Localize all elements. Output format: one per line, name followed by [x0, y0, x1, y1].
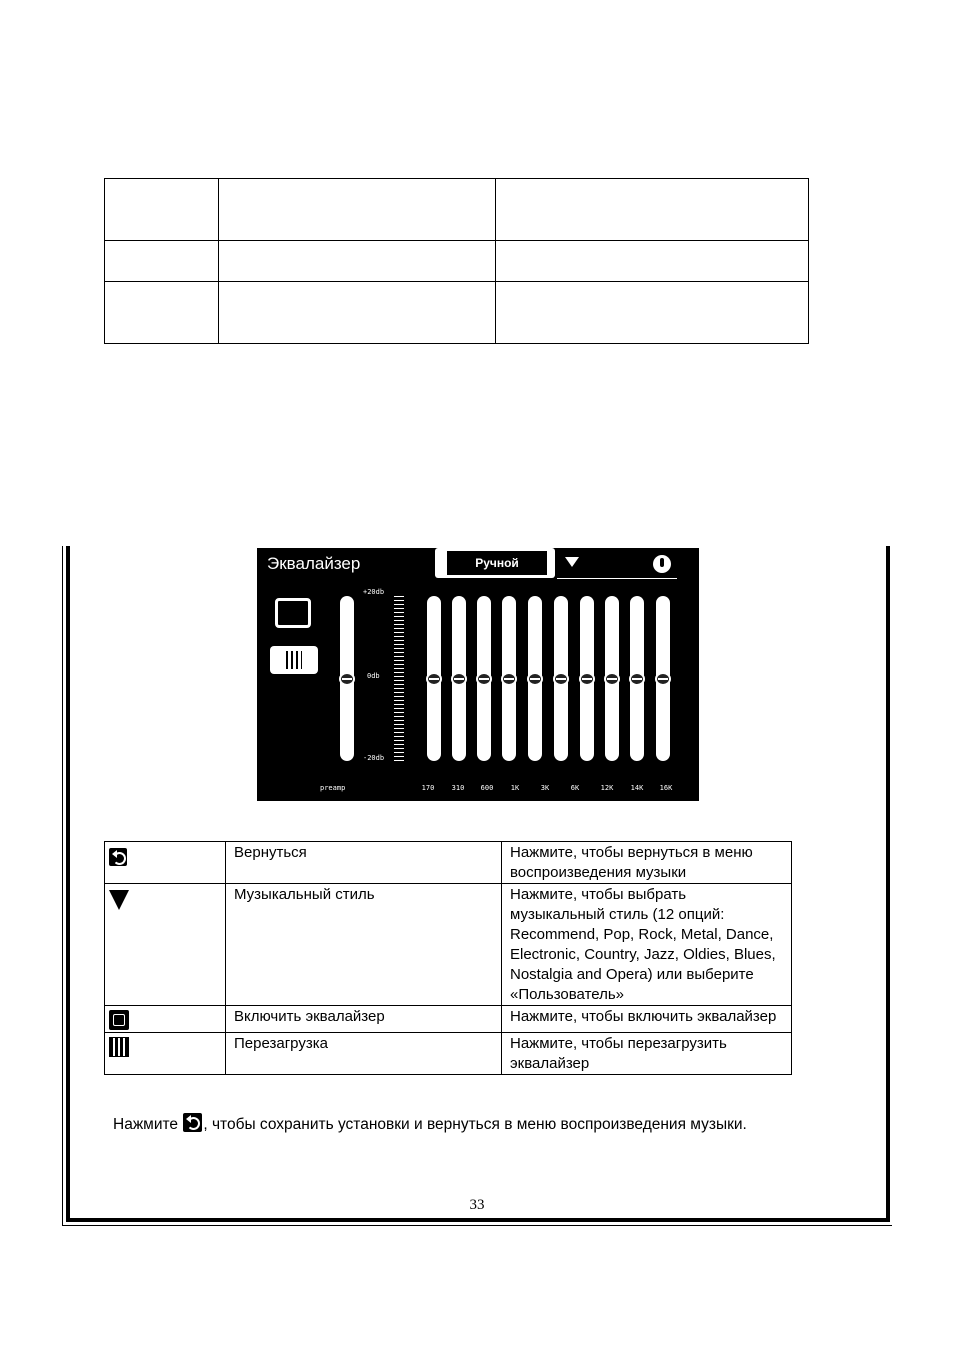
square-icon: [109, 1010, 129, 1030]
reset-eq-button[interactable]: [270, 646, 318, 674]
function-description: Нажмите, чтобы выбрать музыкальный стиль (12 опций: Recommend, Pop, Rock, Metal, Dance, Electronic, Country, Jazz, Oldies, Blues, Nostalgia and Opera) или выберите «Пользователь»: [502, 884, 792, 1006]
band-knob[interactable]: [451, 672, 467, 686]
band-frequency-label: 600: [480, 784, 494, 792]
preset-selector[interactable]: Ручной: [447, 551, 547, 575]
table-row: [105, 1033, 792, 1075]
function-name: Музыкальный стиль: [226, 884, 502, 1006]
page-border-bottom: [66, 1218, 890, 1222]
band-frequency-label: 3K: [540, 784, 550, 792]
band-knob[interactable]: [501, 672, 517, 686]
table-row: [105, 1006, 792, 1033]
function-description: Нажмите, чтобы перезагрузить эквалайзер: [502, 1033, 792, 1075]
note-text-after: , чтобы сохранить установки и вернуться в меню воспроизведения музыки.: [203, 1116, 747, 1133]
header-divider: [557, 578, 677, 579]
preamp-knob[interactable]: [339, 672, 355, 686]
page-border-left: [66, 546, 70, 1222]
preamp-label: preamp: [320, 784, 346, 792]
triangle-down-icon: [109, 890, 129, 910]
band-knob[interactable]: [579, 672, 595, 686]
band-knob[interactable]: [604, 672, 620, 686]
note-text-before: Нажмите: [113, 1116, 179, 1133]
equalizer-title: Эквалайзер: [267, 554, 361, 573]
page-border-right: [886, 546, 890, 1222]
scale-top-label: +20db: [363, 588, 385, 596]
band-frequency-label: 170: [421, 784, 435, 792]
function-description: Нажмите, чтобы вернуться в меню воспроизведения музыки: [502, 842, 792, 884]
function-name: Вернуться: [226, 842, 502, 884]
equalizer-screen: [257, 548, 699, 801]
table-row: [105, 842, 792, 884]
table-row: [105, 884, 792, 1006]
back-icon: [183, 1113, 202, 1132]
band-knob[interactable]: [553, 672, 569, 686]
band-frequency-label: 1K: [510, 784, 520, 792]
grid-icon: [109, 1037, 129, 1057]
function-name: Перезагрузка: [226, 1033, 502, 1075]
band-knob[interactable]: [655, 672, 671, 686]
band-frequency-label: 6K: [570, 784, 580, 792]
page-border-bottom-outer: [62, 1225, 892, 1226]
scale-mid-label: 0db: [367, 672, 380, 680]
page-border-left-outer: [62, 546, 63, 1226]
page-number: 33: [469, 1197, 485, 1213]
db-scale-ticks: [394, 596, 404, 761]
band-frequency-label: 16K: [659, 784, 673, 792]
band-knob[interactable]: [476, 672, 492, 686]
grid-icon: [286, 651, 302, 669]
band-frequency-label: 14K: [630, 784, 644, 792]
band-knob[interactable]: [527, 672, 543, 686]
function-description: Нажмите, чтобы включить эквалайзер: [502, 1006, 792, 1033]
function-table: [104, 841, 792, 1075]
power-icon[interactable]: [653, 555, 671, 573]
scale-bottom-label: -20db: [363, 754, 385, 762]
band-frequency-label: 310: [451, 784, 465, 792]
function-name: Включить эквалайзер: [226, 1006, 502, 1033]
band-frequency-label: 12K: [600, 784, 614, 792]
empty-table: [104, 178, 809, 344]
instruction-note: [113, 1113, 747, 1134]
enable-eq-button[interactable]: [275, 598, 311, 628]
band-knob[interactable]: [629, 672, 645, 686]
style-dropdown-icon[interactable]: [565, 557, 579, 567]
band-knob[interactable]: [426, 672, 442, 686]
back-icon: [109, 848, 127, 866]
